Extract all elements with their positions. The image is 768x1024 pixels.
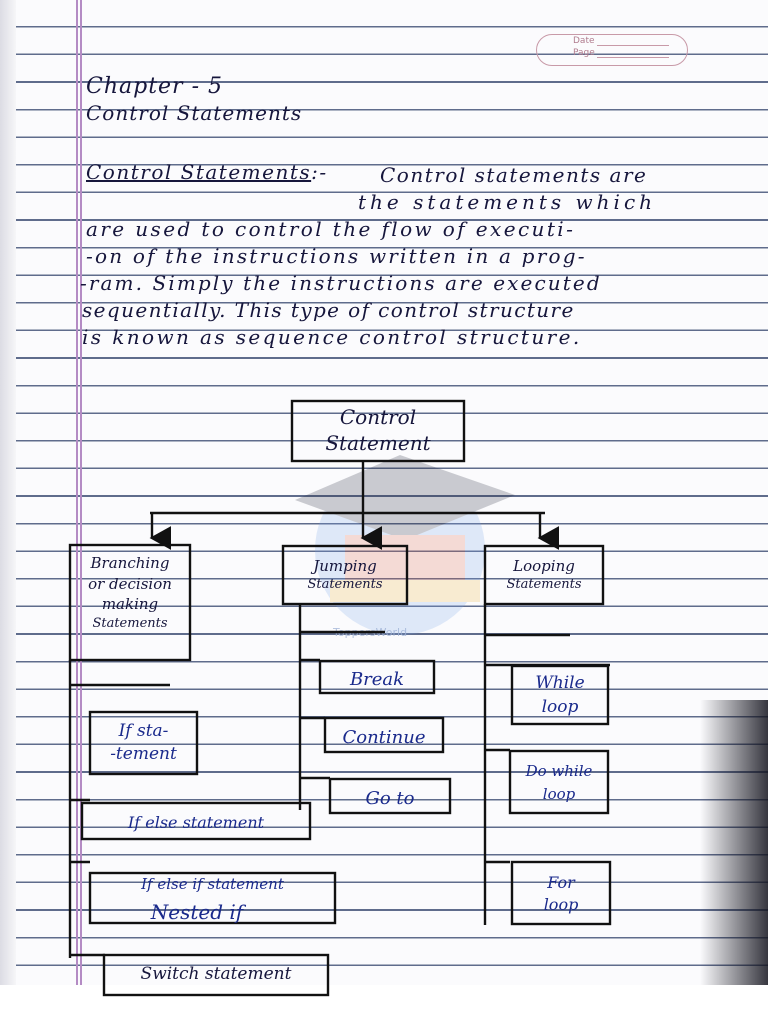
continue-label: Continue xyxy=(342,727,426,748)
branching-label-line-3: making xyxy=(101,595,159,614)
jumping-label xyxy=(285,556,405,594)
jumping-label-line-2: Statements xyxy=(307,577,383,593)
looping-label-line-1: Looping xyxy=(513,557,575,575)
if-else-label: If else statement xyxy=(127,813,265,832)
while-label-line-2: loop xyxy=(541,696,579,717)
definition-line-2: the statements which xyxy=(358,190,657,214)
date-label: Date xyxy=(573,36,595,46)
jumping-label-line-1: Jumping xyxy=(313,557,377,575)
while-label-line-1: While xyxy=(535,673,585,693)
do-while-label-line-2: loop xyxy=(542,785,576,804)
for-label xyxy=(514,872,608,917)
page-label: Page xyxy=(573,48,595,58)
definition-line-6: sequentially. This type of control structure xyxy=(82,298,575,322)
if-label xyxy=(92,720,195,766)
for-label-line-1: For xyxy=(547,873,575,892)
goto-label: Go to xyxy=(365,788,415,809)
nested-if-label: Nested if xyxy=(150,900,244,924)
branching-label-line-4: Statements xyxy=(92,616,168,632)
watermark-text: ToppersWorld xyxy=(333,626,408,639)
if-else-if-label: If else if statement xyxy=(141,875,284,893)
looping-label-line-2: Statements xyxy=(506,577,582,593)
branching-label-line-2: or decision xyxy=(88,574,172,593)
definition-line-5: -ram. Simply the instructions are executed xyxy=(80,271,602,295)
definition-term-label: Control Statements xyxy=(86,160,312,184)
for-label-line-2: loop xyxy=(543,895,579,915)
root-label-line-2: Statement xyxy=(325,431,431,455)
looping-label xyxy=(487,556,601,594)
branching-label-line-1: Branching xyxy=(90,554,170,572)
if-label-line-1: If sta- xyxy=(118,721,169,741)
break-label: Break xyxy=(349,669,405,690)
definition-line-3: are used to control the flow of executi- xyxy=(86,217,576,241)
root-label-line-1: Control xyxy=(339,405,417,429)
definition-separator: :- xyxy=(311,160,328,184)
definition-line-7: is known as sequence control structure. xyxy=(82,325,582,349)
definition-line-4: -on of the instructions written in a prog- xyxy=(86,244,587,268)
root-label xyxy=(296,404,460,456)
definition-line-1: Control statements are xyxy=(380,163,648,187)
while-label xyxy=(514,672,606,720)
branching-label xyxy=(72,553,188,633)
chapter-title: Chapter - 5 xyxy=(86,74,223,99)
do-while-label-line-1: Do while xyxy=(525,762,593,780)
switch-label: Switch statement xyxy=(140,964,292,984)
if-label-line-2: -tement xyxy=(110,743,177,764)
do-while-label xyxy=(512,760,606,807)
chapter-subtitle: Control Statements xyxy=(86,101,303,125)
